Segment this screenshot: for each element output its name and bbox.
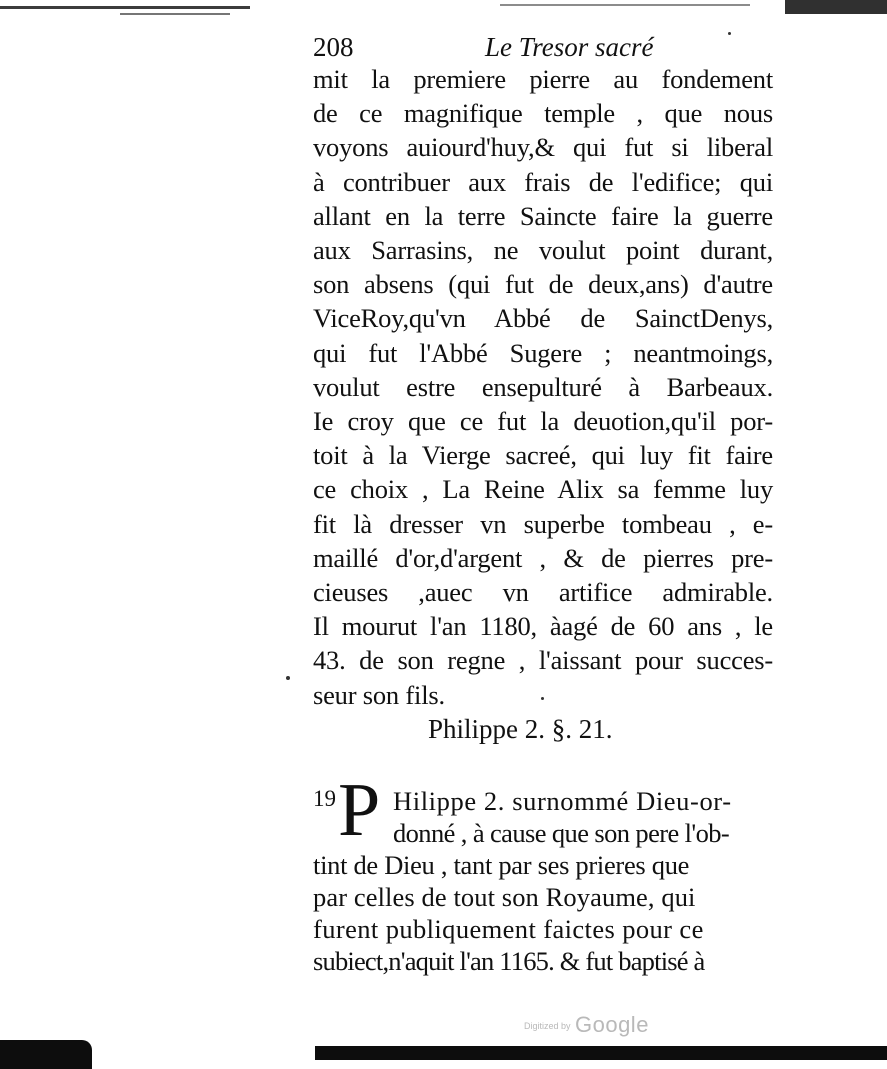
text-line: subiect,n'aquit l'an 1165. & fut baptisé à xyxy=(313,946,705,976)
drop-cap: P xyxy=(338,768,381,852)
text-line: fit là dresser vn superbe tombeau , e- xyxy=(313,508,773,539)
scan-artifact-top-left xyxy=(0,6,250,9)
text-line: allant en la terre Saincte faire la guerre xyxy=(313,200,773,231)
text-line: Hilippe 2. surnommé Dieu-or- xyxy=(393,786,732,816)
scan-artifact-bottom-left xyxy=(0,1040,92,1069)
scan-artifact-bottom-bar xyxy=(315,1046,887,1060)
text-line: qui fut l'Abbé Sugere ; neantmoings, xyxy=(313,337,773,368)
text-line: mit la premiere pierre au fondement xyxy=(313,64,773,94)
text-line: par celles de tout son Royaume, qui xyxy=(313,882,696,912)
page-number: 208 xyxy=(313,32,354,62)
body-text xyxy=(313,62,773,712)
text-line: maillé d'or,d'argent , & de pierres pre- xyxy=(313,542,773,573)
text-line: son absens (qui fut de deux,ans) d'autre xyxy=(313,269,773,300)
watermark-prefix: Digitized by xyxy=(524,1021,571,1031)
text-line: voulut estre ensepulturé à Barbeaux. xyxy=(313,371,773,402)
text-line: à contribuer aux frais de l'edifice; qui xyxy=(313,166,773,197)
ink-speck xyxy=(728,32,731,35)
text-line: ViceRoy,qu'vn Abbé de SainctDenys, xyxy=(313,303,773,334)
text-line: cieuses ,auec vn artifice admirable. xyxy=(313,577,773,608)
text-line: de ce magnifique temple , que nous xyxy=(313,98,773,129)
text-line: ce choix , La Reine Alix sa femme luy xyxy=(313,474,773,505)
text-line: 43. de son regne , l'aissant pour succes- xyxy=(313,645,773,676)
page-header xyxy=(313,30,733,66)
text-line: voyons auiourd'huy,& qui fut si liberal xyxy=(313,132,773,163)
ink-speck xyxy=(541,697,544,700)
text-line: toit à la Vierge sacreé, qui luy fit faire xyxy=(313,440,773,471)
text-line: seur son fils. xyxy=(313,679,445,710)
text-line: furent publiquement faictes pour ce xyxy=(313,914,704,944)
digitized-watermark xyxy=(524,1012,649,1038)
scan-artifact-top-left-2 xyxy=(120,13,230,15)
running-title: Le Tresor sacré xyxy=(485,32,654,62)
text-line: donné , à cause que son pere l'ob- xyxy=(393,818,730,848)
text-line: tint de Dieu , tant par ses prieres que xyxy=(313,850,690,880)
text-line: aux Sarrasins, ne voulut point durant, xyxy=(313,235,773,266)
text-line: Ie croy que ce fut la deuotion,qu'il por- xyxy=(313,406,773,437)
section-title: Philippe 2. §. 21. xyxy=(428,714,613,744)
scan-artifact-top-right xyxy=(500,4,750,6)
ink-speck xyxy=(286,676,290,680)
google-logo: Google xyxy=(574,1012,649,1037)
scan-artifact-top-right-edge xyxy=(785,0,887,14)
text-line: Il mourut l'an 1180, àagé de 60 ans , le xyxy=(313,611,773,642)
margin-number: 19 xyxy=(313,786,336,811)
